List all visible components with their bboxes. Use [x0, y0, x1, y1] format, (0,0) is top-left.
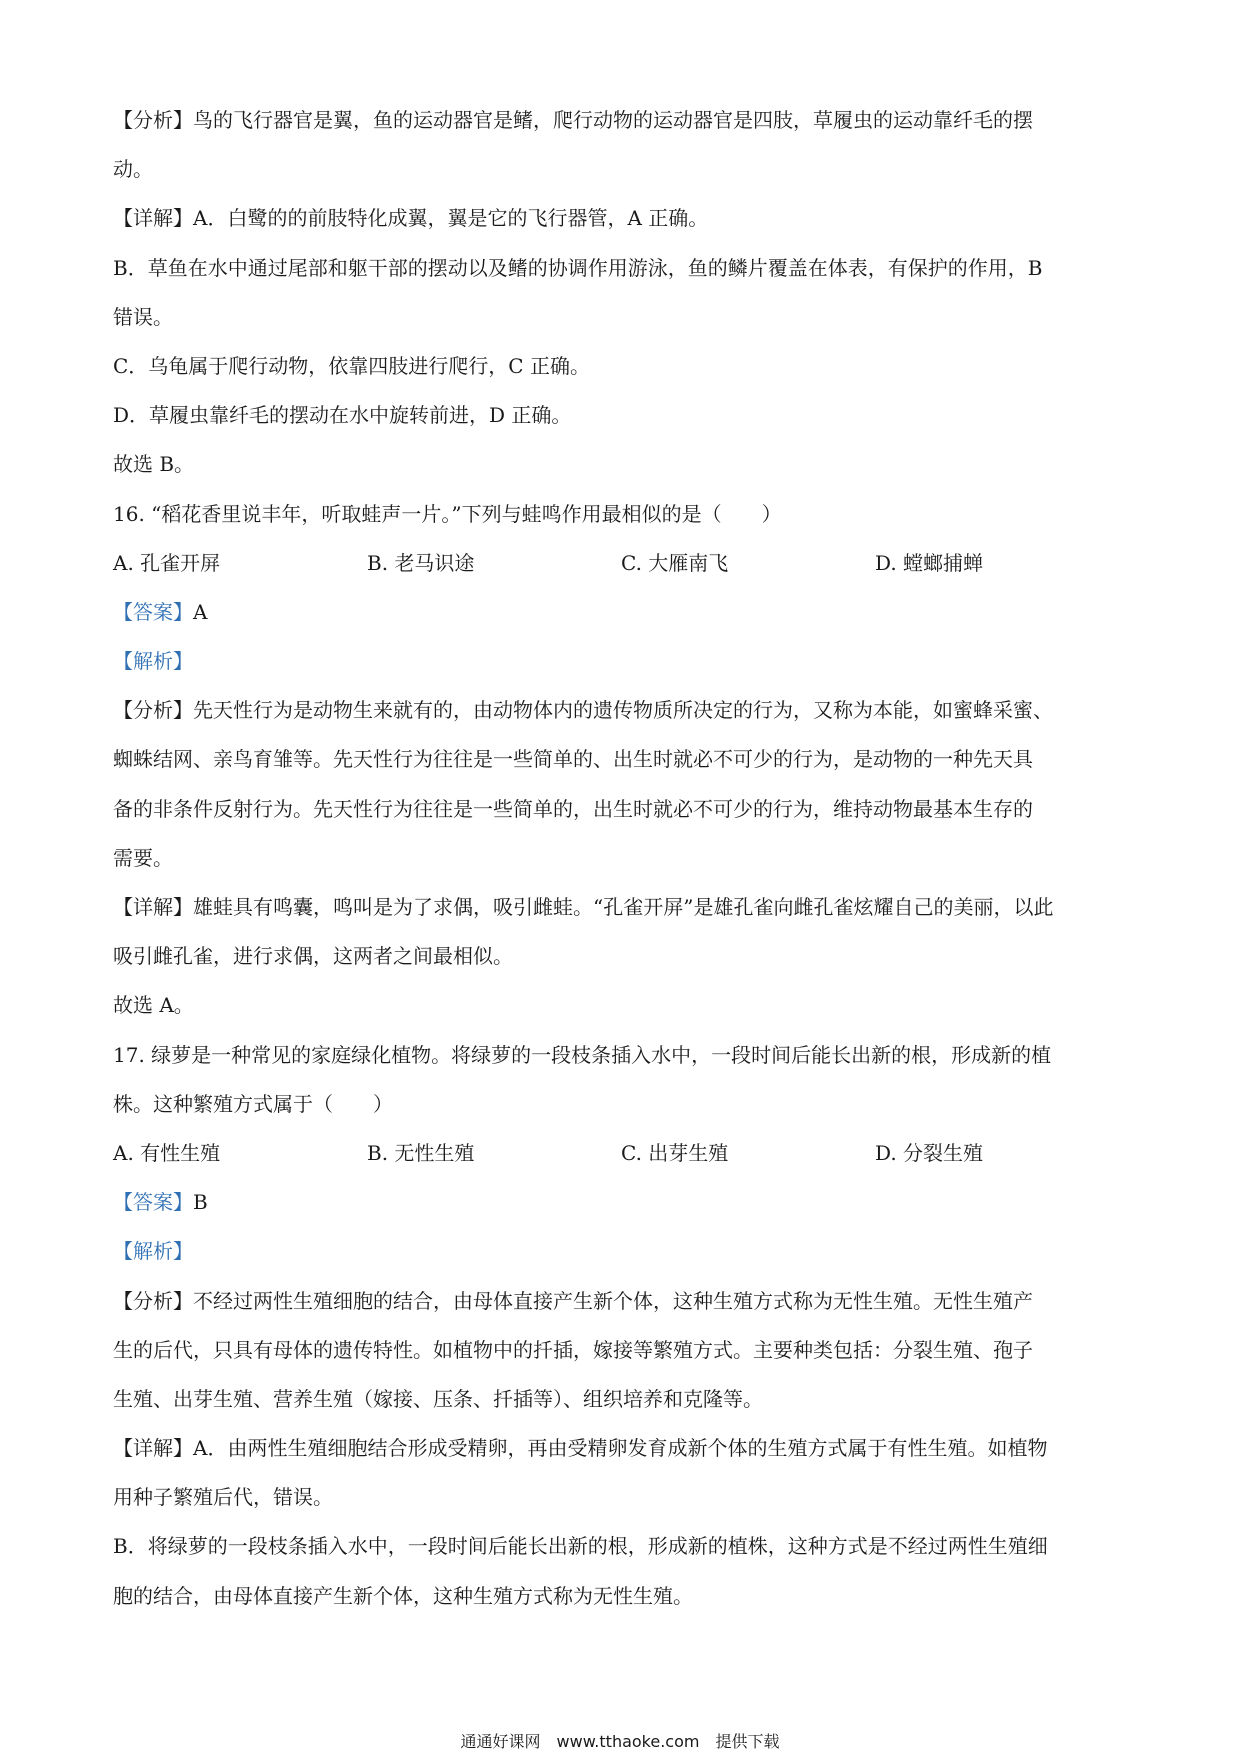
line-text: 用种子繁殖后代，错误。 — [113, 1485, 333, 1510]
question-16-options — [113, 539, 1133, 588]
question-17 — [113, 1031, 1133, 1080]
explanation-line — [113, 637, 1133, 686]
detail-tag: 【详解】 — [113, 1436, 193, 1461]
explanation-line — [113, 1227, 1133, 1276]
analysis-tag: 【分析】 — [113, 108, 193, 132]
detail-tag: 【详解】 — [113, 895, 193, 919]
line-text: C．乌龟属于爬行动物，依靠四肢进行爬行，C 正确。 — [113, 353, 590, 378]
option-b: B. 老马识途 — [367, 550, 475, 575]
explanation-tag: 【解析】 — [113, 649, 193, 674]
line-text: 故选 A。 — [113, 993, 194, 1018]
analysis-line — [113, 686, 1133, 735]
line-text: 错误。 — [113, 304, 173, 329]
detail-line — [113, 194, 1133, 243]
detail-tag: 【详解】 — [113, 206, 193, 231]
text-line — [113, 1080, 1133, 1129]
line-text: 生的后代，只具有母体的遗传特性。如植物中的扦插，嫁接等繁殖方式。主要种类包括：分裂生殖、孢子 — [113, 1337, 1033, 1362]
question-text: 17. 绿萝是一种常见的家庭绿化植物。将绿萝的一段枝条插入水中，一段时间后能长出新的根，形成新的植 — [113, 1042, 1052, 1067]
line-text: 鸟的飞行器官是翼，鱼的运动器官是鳍，爬行动物的运动器官是四肢，草履虫的运动靠纤毛的摆 — [193, 108, 1033, 132]
line-text: 吸引雌孔雀，进行求偶，这两者之间最相似。 — [113, 944, 513, 969]
option-d: D. 分裂生殖 — [875, 1140, 984, 1165]
text-line — [113, 1522, 1133, 1571]
text-line — [113, 1572, 1133, 1621]
line-text: 备的非条件反射行为。先天性行为往往是一些简单的，出生时就必不可少的行为，维持动物最基本生存的 — [113, 796, 1033, 821]
line-text: 生殖、出芽生殖、营养生殖（嫁接、压条、扦插等）、组织培养和克隆等。 — [113, 1386, 763, 1411]
option-c: C. 出芽生殖 — [621, 1140, 729, 1165]
detail-line — [113, 883, 1133, 932]
line-text: A．由两性生殖细胞结合形成受精卵，再由受精卵发育成新个体的生殖方式属于有性生殖。如植物 — [193, 1436, 1048, 1461]
analysis-tag: 【分析】 — [113, 1288, 193, 1313]
line-text: 蜘蛛结网、亲鸟育雏等。先天性行为往往是一些简单的、出生时就必不可少的行为，是动物的一种先天具 — [113, 747, 1033, 772]
analysis-line — [113, 96, 1133, 145]
answer-tag: 【答案】 — [113, 1190, 193, 1215]
line-text: 动。 — [113, 157, 153, 182]
detail-line — [113, 1424, 1133, 1473]
line-text: B．草鱼在水中通过尾部和躯干部的摆动以及鳍的协调作用游泳，鱼的鳞片覆盖在体表，有保护的作用，B — [113, 255, 1043, 280]
text-line — [113, 145, 1133, 194]
text-line — [113, 342, 1133, 391]
text-line — [113, 1326, 1133, 1375]
answer-line — [113, 1178, 1133, 1227]
document-body — [113, 96, 1133, 1621]
text-line — [113, 785, 1133, 834]
answer-line — [113, 588, 1133, 637]
text-line — [113, 1375, 1133, 1424]
line-text: 需要。 — [113, 845, 173, 870]
text-line — [113, 932, 1133, 981]
conclusion-line — [113, 981, 1133, 1030]
option-c: C. 大雁南飞 — [621, 550, 729, 575]
text-line — [113, 735, 1133, 784]
question-17-options — [113, 1129, 1133, 1178]
line-text: A．白鹭的的前肢特化成翼，翼是它的飞行器管，A 正确。 — [193, 206, 709, 231]
analysis-line — [113, 1277, 1133, 1326]
option-a: A. 孔雀开屏 — [113, 550, 221, 575]
page-footer: 通通好课网 www.tthaoke.com 提供下载 — [460, 1732, 780, 1751]
explanation-tag: 【解析】 — [113, 1239, 193, 1264]
line-text: 株。这种繁殖方式属于（ ） — [113, 1091, 393, 1116]
answer-value: B — [193, 1190, 208, 1215]
option-d: D. 螳螂捕蝉 — [875, 550, 984, 575]
text-line — [113, 834, 1133, 883]
text-line — [113, 1473, 1133, 1522]
text-line — [113, 244, 1133, 293]
answer-tag: 【答案】 — [113, 599, 193, 624]
text-line — [113, 391, 1133, 440]
line-text: 不经过两性生殖细胞的结合，由母体直接产生新个体，这种生殖方式称为无性生殖。无性生殖产 — [193, 1288, 1033, 1313]
line-text: B．将绿萝的一段枝条插入水中，一段时间后能长出新的根，形成新的植株，这种方式是不经过两性生殖细 — [113, 1534, 1048, 1559]
line-text: D．草履虫靠纤毛的摆动在水中旋转前进，D 正确。 — [113, 403, 572, 428]
option-a: A. 有性生殖 — [113, 1140, 221, 1165]
text-line — [113, 293, 1133, 342]
line-text: 胞的结合，由母体直接产生新个体，这种生殖方式称为无性生殖。 — [113, 1583, 693, 1608]
line-text: 先天性行为是动物生来就有的，由动物体内的遗传物质所决定的行为，又称为本能，如蜜蜂采蜜、 — [193, 698, 1053, 723]
answer-value: A — [193, 599, 208, 624]
analysis-tag: 【分析】 — [113, 698, 193, 723]
question-16 — [113, 490, 1133, 539]
conclusion-line — [113, 440, 1133, 489]
line-text: 故选 B。 — [113, 452, 195, 477]
line-text: 雄蛙具有鸣囊，鸣叫是为了求偶，吸引雌蛙。“孔雀开屏”是雄孔雀向雌孔雀炫耀自己的美丽，以此 — [193, 895, 1054, 919]
option-b: B. 无性生殖 — [367, 1140, 475, 1165]
question-text: 16. “稻花香里说丰年，听取蛙声一片。”下列与蛙鸣作用最相似的是（ ） — [113, 501, 782, 526]
